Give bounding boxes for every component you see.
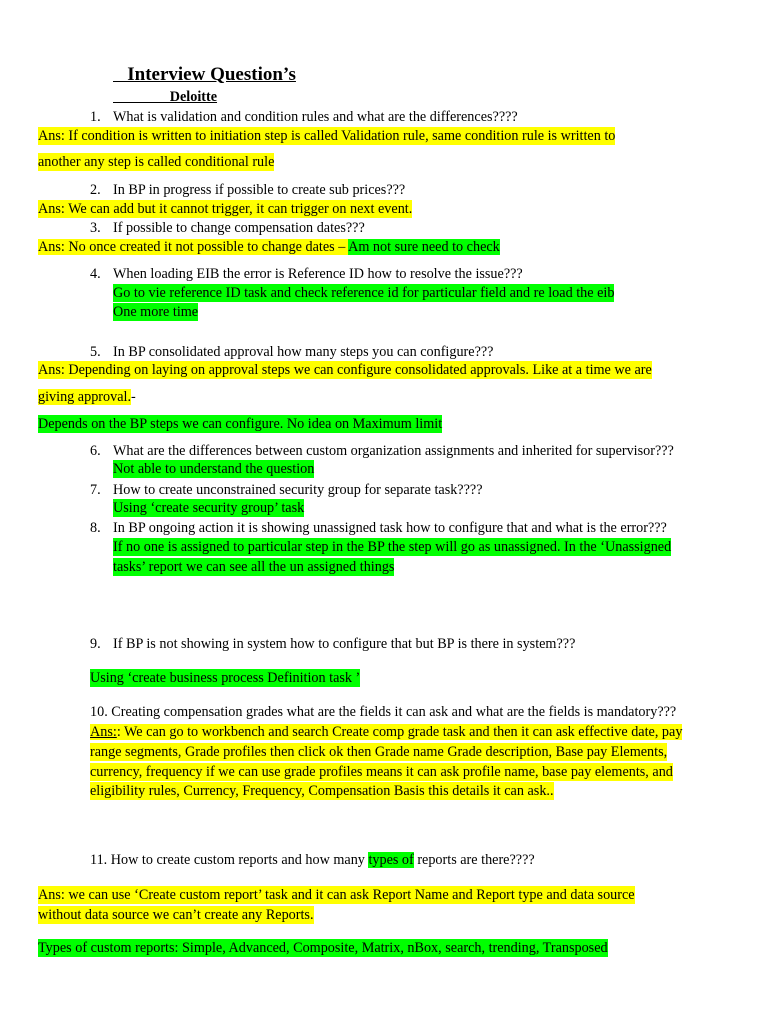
company-name: Deloitte xyxy=(113,89,218,105)
answer-5-line-2 xyxy=(38,388,136,406)
question-1-number: 1. xyxy=(90,109,101,125)
answer-2: Ans: We can add but it cannot trigger, it can trigger on next event. xyxy=(38,201,413,217)
question-10: 10. Creating compensation grades what are the fields it can ask and what are the fields is mandatory??? xyxy=(90,704,677,720)
answer-7: Using ‘create security group’ task xyxy=(113,500,305,516)
answer-3-text: Ans: No once created it not possible to change dates xyxy=(38,239,335,255)
answer-4-line-1: Go to vie reference ID task and check reference id for particular field and re load the eib xyxy=(113,285,615,301)
answer-11-line-3: Types of custom reports: Simple, Advanced, Composite, Matrix, nBox, search, trending, Transposed xyxy=(38,940,608,956)
answer-10-line-1 xyxy=(90,723,682,741)
question-2: In BP in progress if possible to create sub prices??? xyxy=(113,182,406,198)
answer-5-line-2-text: giving approval. xyxy=(38,389,131,405)
answer-5-line-2-dash: - xyxy=(131,389,136,405)
answer-1-line-1: Ans: If condition is written to initiation step is called Validation rule, same condition rule is written to xyxy=(38,128,616,144)
question-5-number: 5. xyxy=(90,344,101,360)
question-4-number: 4. xyxy=(90,266,101,282)
question-11-highlight: types of xyxy=(368,852,414,868)
answer-11-line-1: Ans: we can use ‘Create custom report’ task and it can ask Report Name and Report type and data source xyxy=(38,887,635,903)
question-11 xyxy=(90,851,535,869)
answer-3-note: Am not sure need to check xyxy=(348,239,500,255)
question-3: If possible to change compensation dates??? xyxy=(113,220,365,236)
question-9-number: 9. xyxy=(90,636,101,652)
document-title: Interview Question’s xyxy=(113,64,296,85)
answer-5-line-1: Ans: Depending on laying on approval steps we can configure consolidated approvals. Like at a time we are xyxy=(38,362,652,378)
answer-9: Using ‘create business process Definition task ’ xyxy=(90,670,361,686)
answer-10-line-1-text: : We can go to workbench and search Create comp grade task and then it can ask effective date, pay xyxy=(116,724,683,740)
question-9: If BP is not showing in system how to configure that but BP is there in system??? xyxy=(113,636,576,652)
answer-4-line-2: One more time xyxy=(113,304,199,320)
answer-5-line-3: Depends on the BP steps we can configure. No idea on Maximum limit xyxy=(38,416,443,432)
question-7: How to create unconstrained security group for separate task???? xyxy=(113,482,483,498)
answer-10-line-4: eligibility rules, Currency, Frequency, Compensation Basis this details it can ask.. xyxy=(90,783,554,799)
question-8-number: 8. xyxy=(90,520,101,536)
answer-11-line-2: without data source we can’t create any Reports. xyxy=(38,907,314,923)
question-6: What are the differences between custom organization assignments and inherited for supervisor??? xyxy=(113,443,674,459)
question-6-number: 6. xyxy=(90,443,101,459)
question-3-number: 3. xyxy=(90,220,101,236)
question-7-number: 7. xyxy=(90,482,101,498)
answer-3 xyxy=(38,238,500,256)
question-8: In BP ongoing action it is showing unassigned task how to configure that and what is the error??? xyxy=(113,520,667,536)
question-11-pre: 11. How to create custom reports and how many xyxy=(90,852,369,868)
answer-6: Not able to understand the question xyxy=(113,461,315,477)
answer-3-dash: – xyxy=(334,239,349,255)
question-1: What is validation and condition rules and what are the differences???? xyxy=(113,109,518,125)
answer-8-line-1: If no one is assigned to particular step in the BP the step will go as unassigned. In the ‘Unassigned xyxy=(113,539,672,555)
question-5: In BP consolidated approval how many steps you can configure??? xyxy=(113,344,494,360)
answer-10-prefix: Ans: xyxy=(90,724,117,740)
question-11-post: reports are there???? xyxy=(413,852,535,868)
answer-8-line-2: tasks’ report we can see all the un assigned things xyxy=(113,559,395,575)
answer-10-line-2: range segments, Grade profiles then click ok then Grade name Grade description, Base pay Elements, xyxy=(90,744,668,760)
question-2-number: 2. xyxy=(90,182,101,198)
question-4: When loading EIB the error is Reference ID how to resolve the issue??? xyxy=(113,266,523,282)
answer-1-line-2: another any step is called conditional rule xyxy=(38,154,275,170)
answer-10-line-3: currency, frequency if we can use grade profiles means it can ask profile name, base pay elements, and xyxy=(90,764,673,780)
